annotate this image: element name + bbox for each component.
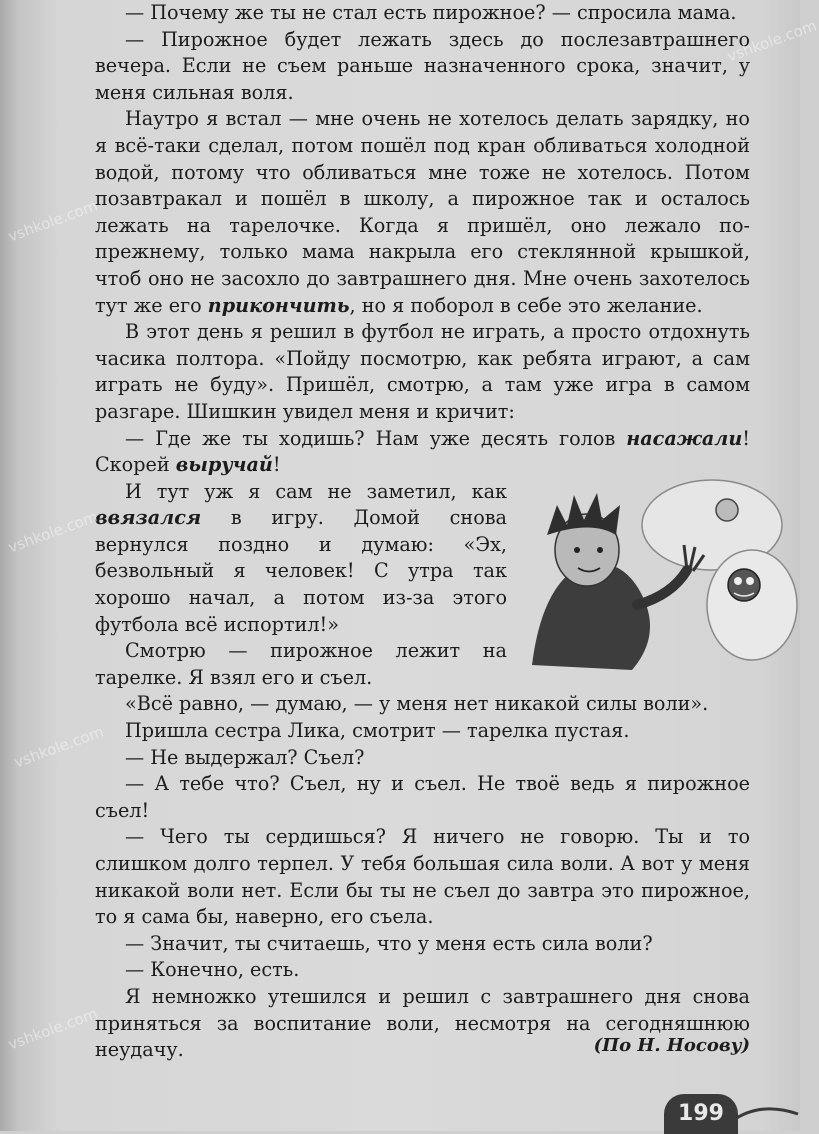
paragraph-11: — А тебе что? Съел, ну и съел. Не твоё ведь я пирожное съел! [95, 772, 750, 822]
watermark: vshkole.com [11, 722, 106, 772]
paragraph-8: «Всё равно, — думаю, — у меня нет никакой силы воли». [125, 692, 709, 716]
watermark: vshkole.com [5, 196, 100, 246]
emphasis-word: насажали [626, 426, 743, 450]
paragraph-13: — Значит, ты считаешь, что у меня есть сила воли? [125, 931, 653, 955]
paragraph-3: Наутро я встал — мне очень не хотелось делать зарядку, но я всё-таки сделал, потом пошёл под кран обливаться холодной водой, потому что обливаться мне тоже не хотелось. Потом позавтракал и пошёл в школу, а пирожное так и осталось лежать на тарелочке. Когда я пришёл, оно лежало по-прежнему, только мама накрыла его стеклянной крышкой, чтоб оно не засохло до завтрашнего дня. Мне очень захотелось тут же его прикончить, но я поборол в себе это желание. [95, 107, 750, 317]
swoosh-decoration-icon [730, 1096, 800, 1131]
emphasis-word: выручай [175, 453, 273, 477]
paragraph-4: В этот день я решил в футбол не играть, а просто отдохнуть часика полтора. «Пойду посмотрю, как ребята играют, а сам играть не буду». Пришёл, смотрю, а там уже игра в самом разгаре. Шишкин увидел меня и кричит: [95, 320, 750, 423]
paragraph-5: — Где же ты ходишь? Нам уже десять голов насажали! Скорей выручай! [95, 426, 750, 477]
emphasis-word: прикончить [207, 293, 350, 317]
paragraph-2: — Пирожное будет лежать здесь до послезавтрашнего вечера. Если не съем раньше назначенного срока, значит, у меня сильная воля. [95, 27, 750, 104]
author-credit: (По Н. Носову) [593, 1035, 750, 1056]
paragraph-12: — Чего ты сердишься? Я ничего не говорю. Ты и то слишком долго терпел. У тебя большая сила воли. А вот у меня никакой воли нет. Если бы ты не съел до завтра это пирожное, то я сама бы, наверно, его съела. [95, 825, 750, 929]
emphasis-word: ввязался [95, 506, 202, 530]
watermark: vshkole.com [5, 1004, 100, 1054]
watermark: vshkole.com [5, 507, 100, 557]
paragraph-15: Я немножко утешился и решил с завтрашнего дня снова приняться за воспитание воли, несмотря на сегодняшнюю неудачу. [95, 984, 750, 1062]
paragraph-1: — Почему же ты не стал есть пирожное? — спросила мама. [125, 1, 737, 24]
page-number-badge: 199 [664, 1094, 738, 1134]
watermark: vshkole.com [724, 16, 819, 66]
paragraph-10: — Не выдержал? Съел? [125, 745, 365, 769]
paragraph-14: — Конечно, есть. [125, 958, 300, 982]
paragraph-9: Пришла сестра Лика, смотрит — тарелка пустая. [125, 719, 630, 743]
boy-illustration [512, 465, 800, 675]
paragraph-7: Смотрю — пирожное лежит на тарелке. Я взял его и съел. [95, 639, 507, 689]
paragraph-6: И тут уж я сам не заметил, как ввязался в игру. Домой снова вернулся поздно и думаю: «Эх, безвольный я человек! С утра так хорошо начал, а потом из-за этого футбола всё испортил!» [95, 479, 507, 636]
